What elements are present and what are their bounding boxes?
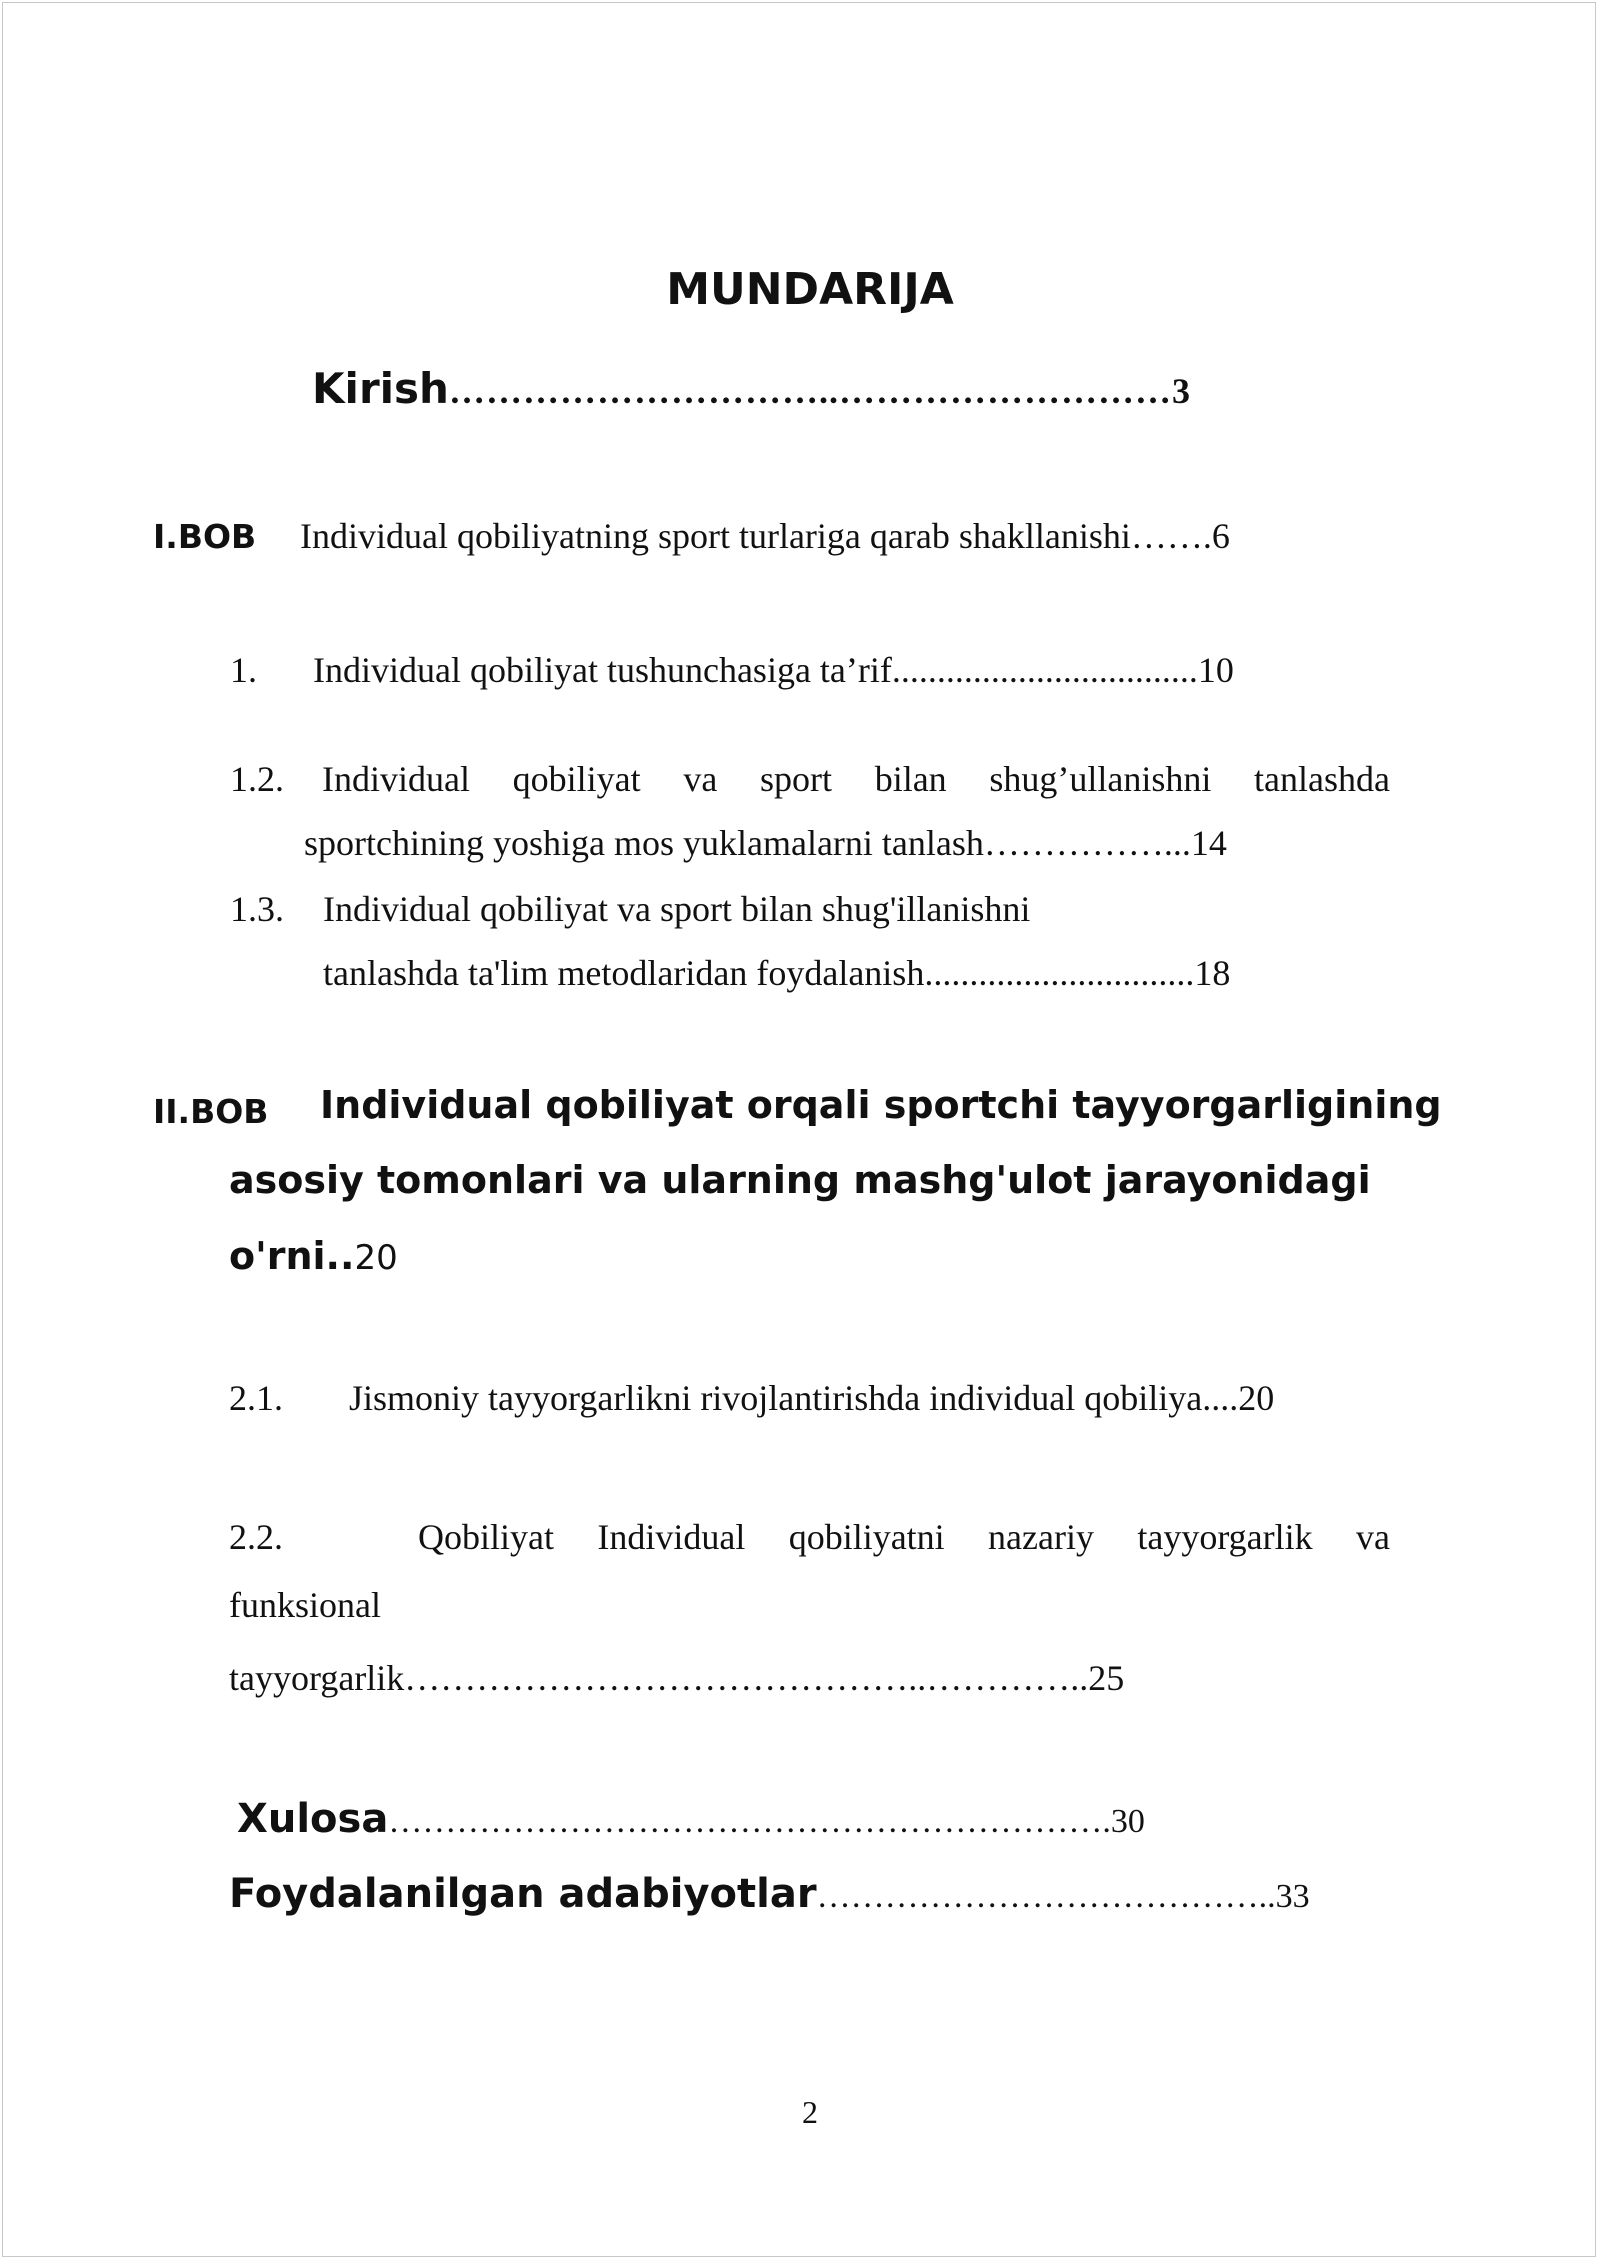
references-page: 33 bbox=[1275, 1878, 1310, 1915]
kirish-leader-dots: …………………………..……………………… bbox=[448, 371, 1172, 411]
section-2-2-title-line1[interactable]: Qobiliyat Individual qobiliyatni nazariy tayyorgarlik va bbox=[418, 1517, 1390, 1557]
section-2-2-title-line2[interactable]: funksional bbox=[229, 1585, 381, 1625]
section-1-3-title-line1[interactable]: Individual qobiliyat va sport bilan shug'illanishni bbox=[323, 889, 1031, 929]
chapter1-label: I.BOB bbox=[153, 517, 257, 556]
toc-entry-xulosa[interactable] bbox=[237, 1796, 1145, 1842]
page-title: MUNDARIJA bbox=[666, 264, 954, 315]
references-leader-dots: ………………………………….. bbox=[816, 1878, 1276, 1915]
toc-entry-kirish[interactable] bbox=[312, 364, 1191, 413]
section-1-3-number: 1.3. bbox=[230, 889, 284, 929]
section-1-2-title-line2[interactable]: sportchining yoshiga mos yuklamalarni tanlash……………...14 bbox=[304, 823, 1227, 863]
chapter2-title-line1[interactable]: Individual qobiliyat orqali sportchi tayyorgarligining bbox=[320, 1083, 1442, 1127]
kirish-page: 3 bbox=[1171, 371, 1191, 411]
section-2-1-number: 2.1. bbox=[229, 1378, 283, 1418]
section-1-title[interactable]: Individual qobiliyat tushunchasiga ta’rif..................................10 bbox=[313, 650, 1234, 690]
section-2-1-title[interactable]: Jismoniy tayyorgarlikni rivojlantirishda individual qobiliya....20 bbox=[349, 1378, 1275, 1418]
chapter2-title-line2[interactable]: asosiy tomonlari va ularning mashg'ulot jarayonidagi bbox=[229, 1158, 1371, 1202]
kirish-label: Kirish bbox=[312, 364, 449, 413]
chapter2-title-line3[interactable] bbox=[229, 1234, 398, 1278]
chapter2-page: 20 bbox=[354, 1238, 398, 1278]
chapter1-title[interactable]: Individual qobiliyatning sport turlariga qarab shakllanishi…….6 bbox=[300, 516, 1230, 556]
section-2-2-title-line3[interactable]: tayyorgarlik……………………………………..…………..25 bbox=[229, 1658, 1125, 1698]
xulosa-label: Xulosa bbox=[237, 1796, 389, 1842]
section-2-2-number: 2.2. bbox=[229, 1517, 283, 1557]
references-label: Foydalanilgan adabiyotlar bbox=[229, 1871, 817, 1917]
section-1-2-number: 1.2. bbox=[230, 759, 284, 799]
chapter2-title-end: o'rni.. bbox=[229, 1234, 355, 1278]
xulosa-page: 30 bbox=[1110, 1803, 1145, 1840]
page-number: 2 bbox=[802, 2094, 818, 2130]
section-1-2-title-line1[interactable]: Individual qobiliyat va sport bilan shug’ullanishni tanlashda bbox=[322, 759, 1390, 799]
xulosa-leader-dots: ………………………………………………………. bbox=[388, 1803, 1111, 1840]
toc-entry-references[interactable] bbox=[229, 1871, 1310, 1917]
chapter2-label: II.BOB bbox=[153, 1092, 269, 1131]
section-1-number: 1. bbox=[230, 650, 257, 690]
section-1-3-title-line2[interactable]: tanlashda ta'lim metodlaridan foydalanish..............................18 bbox=[323, 953, 1231, 993]
